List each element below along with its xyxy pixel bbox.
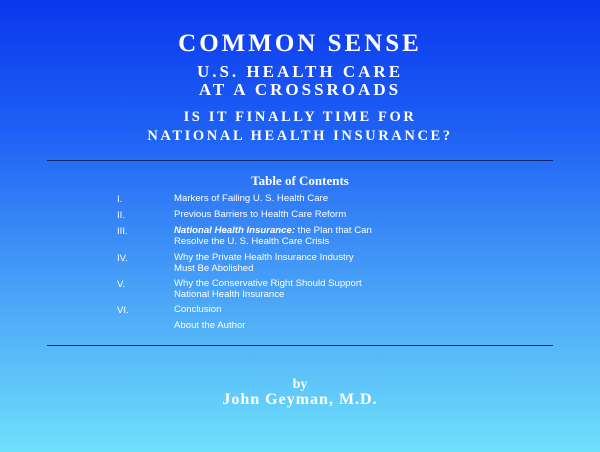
toc-item-number: III. — [117, 226, 128, 237]
book-question — [0, 108, 600, 146]
book-title: COMMON SENSE — [178, 30, 422, 57]
toc-item-text: Markers of Failing U. S. Health Care — [174, 193, 329, 204]
toc-item-text: About the Author — [174, 320, 246, 331]
toc-item-text: Conclusion — [174, 304, 222, 315]
toc-item-text-block — [174, 253, 494, 274]
subtitle-line-2: AT A CROSSROADS — [198, 80, 402, 99]
subtitle-line-1: U.S. HEALTH CARE — [196, 62, 404, 81]
toc-item-text-block — [174, 226, 494, 247]
top-divider — [47, 160, 553, 161]
toc-item-number: II. — [117, 210, 125, 221]
toc-item-number: VI. — [117, 305, 129, 316]
toc-item-text-block — [174, 279, 494, 300]
toc-item-text-line-2: National Health Insurance — [174, 288, 285, 300]
byline-by: by — [292, 377, 308, 392]
toc-item-number: V. — [117, 279, 126, 290]
toc-item-text: Why the Conservative Right Should Support — [174, 278, 362, 289]
book-subtitle — [0, 63, 600, 99]
toc-item-text: Previous Barriers to Health Care Reform — [174, 209, 347, 220]
question-line-1: IS IT FINALLY TIME FOR — [183, 109, 417, 125]
toc-item-emphasis: National Health Insurance: — [174, 225, 296, 236]
toc-item-text-line-2: Resolve the U. S. Health Care Crisis — [174, 235, 330, 247]
toc-item-text-line-2: Must Be Abolished — [174, 262, 254, 274]
toc-item-number: I. — [117, 194, 123, 205]
bottom-divider — [47, 345, 553, 346]
toc-item-text: Why the Private Health Insurance Industry — [174, 252, 354, 263]
toc-item-text: the Plan that Can — [295, 225, 372, 236]
toc-heading: Table of Contents — [251, 173, 349, 188]
question-line-2: NATIONAL HEALTH INSURANCE? — [147, 128, 453, 144]
author-name: John Geyman, M.D. — [222, 391, 378, 408]
toc-item-number: IV. — [117, 253, 128, 264]
